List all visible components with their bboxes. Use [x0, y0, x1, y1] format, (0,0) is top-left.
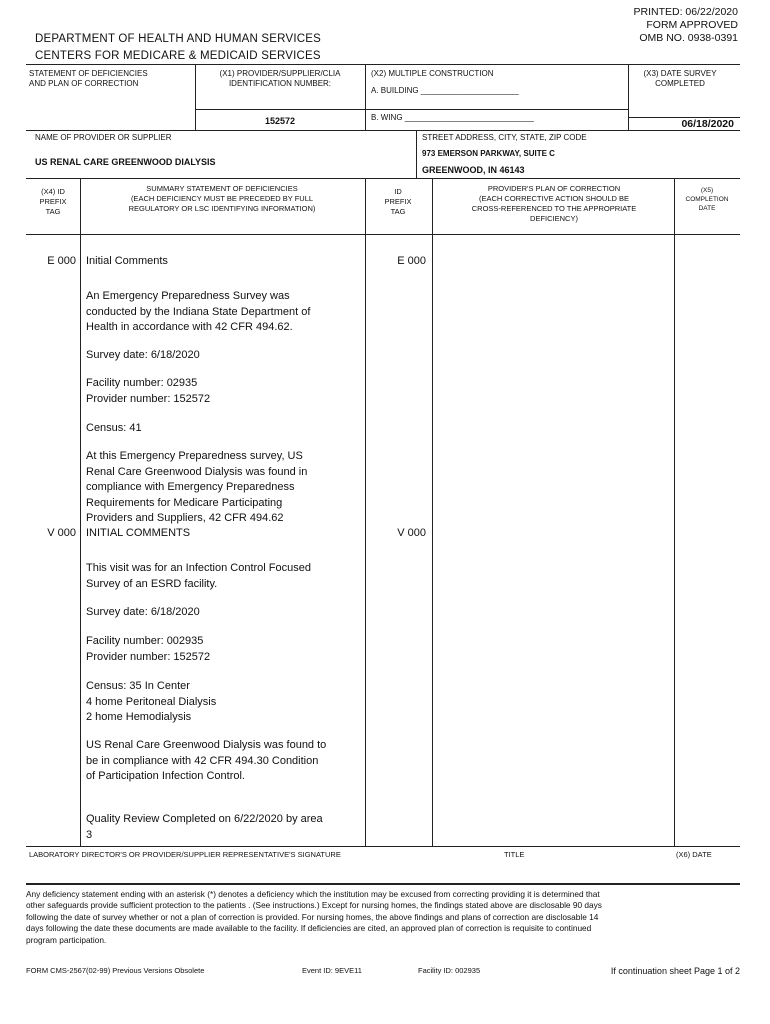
centers-name: CENTERS FOR MEDICARE & MEDICAID SERVICES — [35, 50, 321, 62]
provider-name: US RENAL CARE GREENWOOD DIALYSIS — [35, 157, 216, 167]
title-label: TITLE — [504, 850, 525, 859]
quality-review: Quality Review Completed on 6/22/2020 by area 3 — [86, 813, 323, 841]
disclaimer-text: Any deficiency statement ending with an asterisk (*) denotes a deficiency which the institution may be excused from correcting providing it is determined that other safeguards provide sufficient protection to the patients . (See instructions.) Except for nursing homes, the findings stated above are disclosable 90 days following the date of survey whether or not a plan of correction is provided. For nursing homes, the above findings and plans of correction are disclosable 14 days following the date these documents are made available to the facility. If deficiencies are cited, an approved plan of correction is requisite to continued program participation. — [26, 889, 602, 945]
summary-header: SUMMARY STATEMENT OF DEFICIENCIES (EACH DEFICIENCY MUST BE PRECEDED BY FULL REGULATORY OR LSC IDENTIFYING INFORMATION) — [128, 184, 316, 213]
provider-name-label: NAME OF PROVIDER OR SUPPLIER — [35, 133, 172, 142]
ep-facility-provider: Facility number: 02935 Provider number: 152572 — [86, 377, 211, 405]
x1-provider-number: 152572 — [264, 116, 296, 126]
survey-completed-date: 06/18/2020 — [681, 118, 734, 130]
ic-survey-date: Survey date: 6/18/2020 — [86, 606, 200, 618]
statement-label: STATEMENT OF DEFICIENCIES AND PLAN OF CORRECTION — [29, 69, 148, 88]
printed-date: PRINTED: 06/22/2020 — [633, 6, 738, 18]
ic-facility-provider: Facility number: 002935 Provider number: 152572 — [86, 635, 211, 663]
ep-survey-date: Survey date: 6/18/2020 — [86, 349, 200, 361]
event-id: Event ID: 9EVE11 — [302, 966, 362, 975]
date-label: (X6) DATE — [676, 850, 712, 859]
x4-header: (X4) ID PREFIX TAG — [39, 187, 67, 216]
id-header: ID PREFIX TAG — [384, 187, 412, 216]
building-line: A. BUILDING ______________________ — [371, 86, 519, 95]
address-line-2: GREENWOOD, IN 46143 — [422, 165, 525, 175]
e000-title: Initial Comments — [86, 255, 168, 267]
ep-compliance-paragraph: At this Emergency Preparedness survey, US Renal Care Greenwood Dialysis was found in compliance with Emergency Preparedness Requirements for Medicare Participating Providers and Suppliers, 42 CFR 494.62 — [86, 450, 308, 524]
address-label: STREET ADDRESS, CITY, STATE, ZIP CODE — [422, 133, 587, 142]
wing-line: B. WING _____________________________ — [371, 113, 534, 122]
continuation-sheet: If continuation sheet Page 1 of 2 — [610, 966, 740, 976]
ic-compliance-paragraph: US Renal Care Greenwood Dialysis was found to be in compliance with 42 CFR 494.30 Condition of Participation Infection Control. — [86, 739, 327, 782]
v000-id-tag: V 000 — [397, 527, 426, 539]
x1-label: (X1) PROVIDER/SUPPLIER/CLIA IDENTIFICATION NUMBER: — [219, 69, 341, 88]
plan-header: PROVIDER'S PLAN OF CORRECTION (EACH CORRECTIVE ACTION SHOULD BE CROSS-REFERENCED TO THE APPROPRIATE DEFICIENCY) — [471, 184, 637, 223]
address-line-1: 973 EMERSON PARKWAY, SUITE C — [422, 149, 555, 158]
v000-title: INITIAL COMMENTS — [86, 527, 191, 539]
omb-number: OMB NO. 0938-0391 — [639, 32, 738, 44]
ic-census: Census: 35 In Center 4 home Peritoneal Dialysis 2 home Hemodialysis — [86, 680, 217, 723]
ep-survey-paragraph: An Emergency Preparedness Survey was conducted by the Indiana State Department of Health in accordance with 42 CFR 494.62. — [86, 290, 311, 333]
v000-prefix-tag: V 000 — [47, 527, 76, 539]
signature-label: LABORATORY DIRECTOR'S OR PROVIDER/SUPPLIER REPRESENTATIVE'S SIGNATURE — [29, 850, 341, 859]
facility-id: Facility ID: 002935 — [418, 966, 481, 975]
x5-header: (X5) COMPLETION DATE — [685, 187, 729, 212]
form-number: FORM CMS-2567(02-99) Previous Versions Obsolete — [26, 966, 205, 975]
department-name: DEPARTMENT OF HEALTH AND HUMAN SERVICES — [35, 33, 321, 45]
x3-label: (X3) DATE SURVEY COMPLETED — [643, 69, 717, 88]
x2-label: (X2) MULTIPLE CONSTRUCTION — [371, 69, 494, 78]
e000-prefix-tag: E 000 — [47, 255, 76, 267]
e000-id-tag: E 000 — [397, 255, 426, 267]
ep-census: Census: 41 — [86, 422, 142, 434]
form-approved: FORM APPROVED — [646, 19, 738, 31]
ic-survey-paragraph: This visit was for an Infection Control Focused Survey of an ESRD facility. — [86, 562, 311, 590]
